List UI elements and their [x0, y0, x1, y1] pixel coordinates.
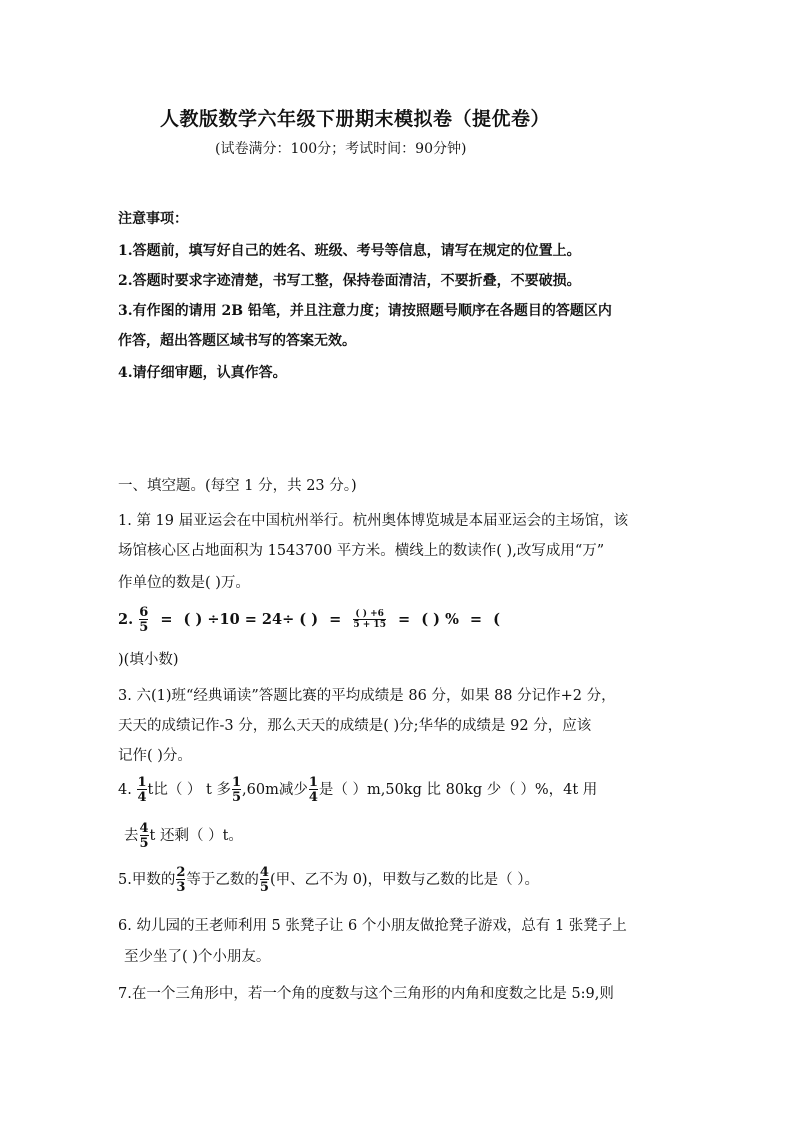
question-2: 2. $\frac{6}{5}$ = ( ) ÷10 = 24÷ ( ) = $\frac{( ) +6}{5 + 15}$ = ( ) % = ( [118, 605, 501, 635]
question-3-line-3: 记作( )分。 [118, 748, 192, 764]
fraction-blank-plus-six: $\frac{( ) +6}{5 + 15}$ [353, 609, 386, 630]
section-heading: 一、填空题。(每空 1 分，共 23 分。) [118, 478, 357, 494]
question-3-line-1: 3. 六(1)班“经典诵读”答题比赛的平均成绩是 86 分，如果 88 分记作+2 分， [118, 688, 616, 704]
question-2-percent: ( ) % [421, 611, 459, 628]
question-1-line-2: 场馆核心区占地面积为 1543700 平方米。横线上的数读作( ),改写成用“万” [118, 543, 605, 559]
question-2-line-2: )(填小数) [118, 652, 179, 668]
fraction-six-fifths: $\frac{6}{5}$ [139, 605, 149, 635]
notice-item-3: 3.有作图的请用 2B 铅笔，并且注意力度；请按照题号顺序在各题目的答题区内 [118, 303, 612, 319]
notice-heading: 注意事项： [118, 211, 188, 227]
question-1-line-1: 1. 第 19 届亚运会在中国杭州举行。杭州奥体博览城是本届亚运会的主场馆，该 [118, 513, 629, 529]
question-4-line-2: 去 $\frac{4}{5}$ t 还剩（ ）t。 [124, 821, 243, 851]
question-2-part-1: ( ) ÷10 = 24÷ ( ) [183, 611, 319, 628]
question-7-line-1: 7.在一个三角形中，若一个角的度数与这个三角形的内角和度数之比是 5:9,则 [118, 986, 614, 1002]
notice-item-1: 1.答题前，填写好自己的姓名、班级、考号等信息，请写在规定的位置上。 [118, 243, 581, 259]
fraction-four-fifths-2: $\frac{4}{5}$ [259, 865, 269, 895]
notice-item-4: 4.请仔细审题，认真作答。 [118, 365, 287, 381]
question-4-line-1: 4. $\frac{1}{4}$ t比（ ） t 多 $\frac{1}{5}$ ,60m减少 $\frac{1}{4}$ 是（ ）m,50kg 比 80kg 少（ ）%，4t 用 [118, 775, 598, 805]
fraction-one-quarter: $\frac{1}{4}$ [137, 775, 147, 805]
question-6-line-2: 至少坐了( )个小朋友。 [124, 949, 271, 965]
fraction-two-thirds: $\frac{2}{3}$ [176, 865, 186, 895]
fraction-one-quarter-2: $\frac{1}{4}$ [308, 775, 318, 805]
question-3-line-2: 天天的成绩记作-3 分，那么天天的成绩是( )分;华华的成绩是 92 分，应该 [118, 718, 592, 734]
question-5: 5.甲数的 $\frac{2}{3}$ 等于乙数的 $\frac{4}{5}$ (甲、乙不为 0)，甲数与乙数的比是（ ）。 [118, 865, 539, 895]
fraction-four-fifths: $\frac{4}{5}$ [139, 821, 149, 851]
exam-info: (试卷满分：100分；考试时间：90分钟) [215, 141, 467, 157]
question-1-line-3: 作单位的数是( )万。 [118, 575, 250, 591]
question-6-line-1: 6. 幼儿园的王老师利用 5 张凳子让 6 个小朋友做抢凳子游戏，总有 1 张凳子上 [118, 918, 627, 934]
page-title: 人教版数学六年级下册期末模拟卷（提优卷） [160, 108, 551, 130]
notice-item-3-cont: 作答，超出答题区域书写的答案无效。 [118, 333, 356, 349]
notice-item-2: 2.答题时要求字迹清楚，书写工整，保持卷面清洁，不要折叠，不要破损。 [118, 273, 581, 289]
fraction-one-fifth: $\frac{1}{5}$ [231, 775, 242, 805]
question-2-tail: ( [493, 611, 501, 628]
question-2-number: 2. [118, 611, 134, 628]
